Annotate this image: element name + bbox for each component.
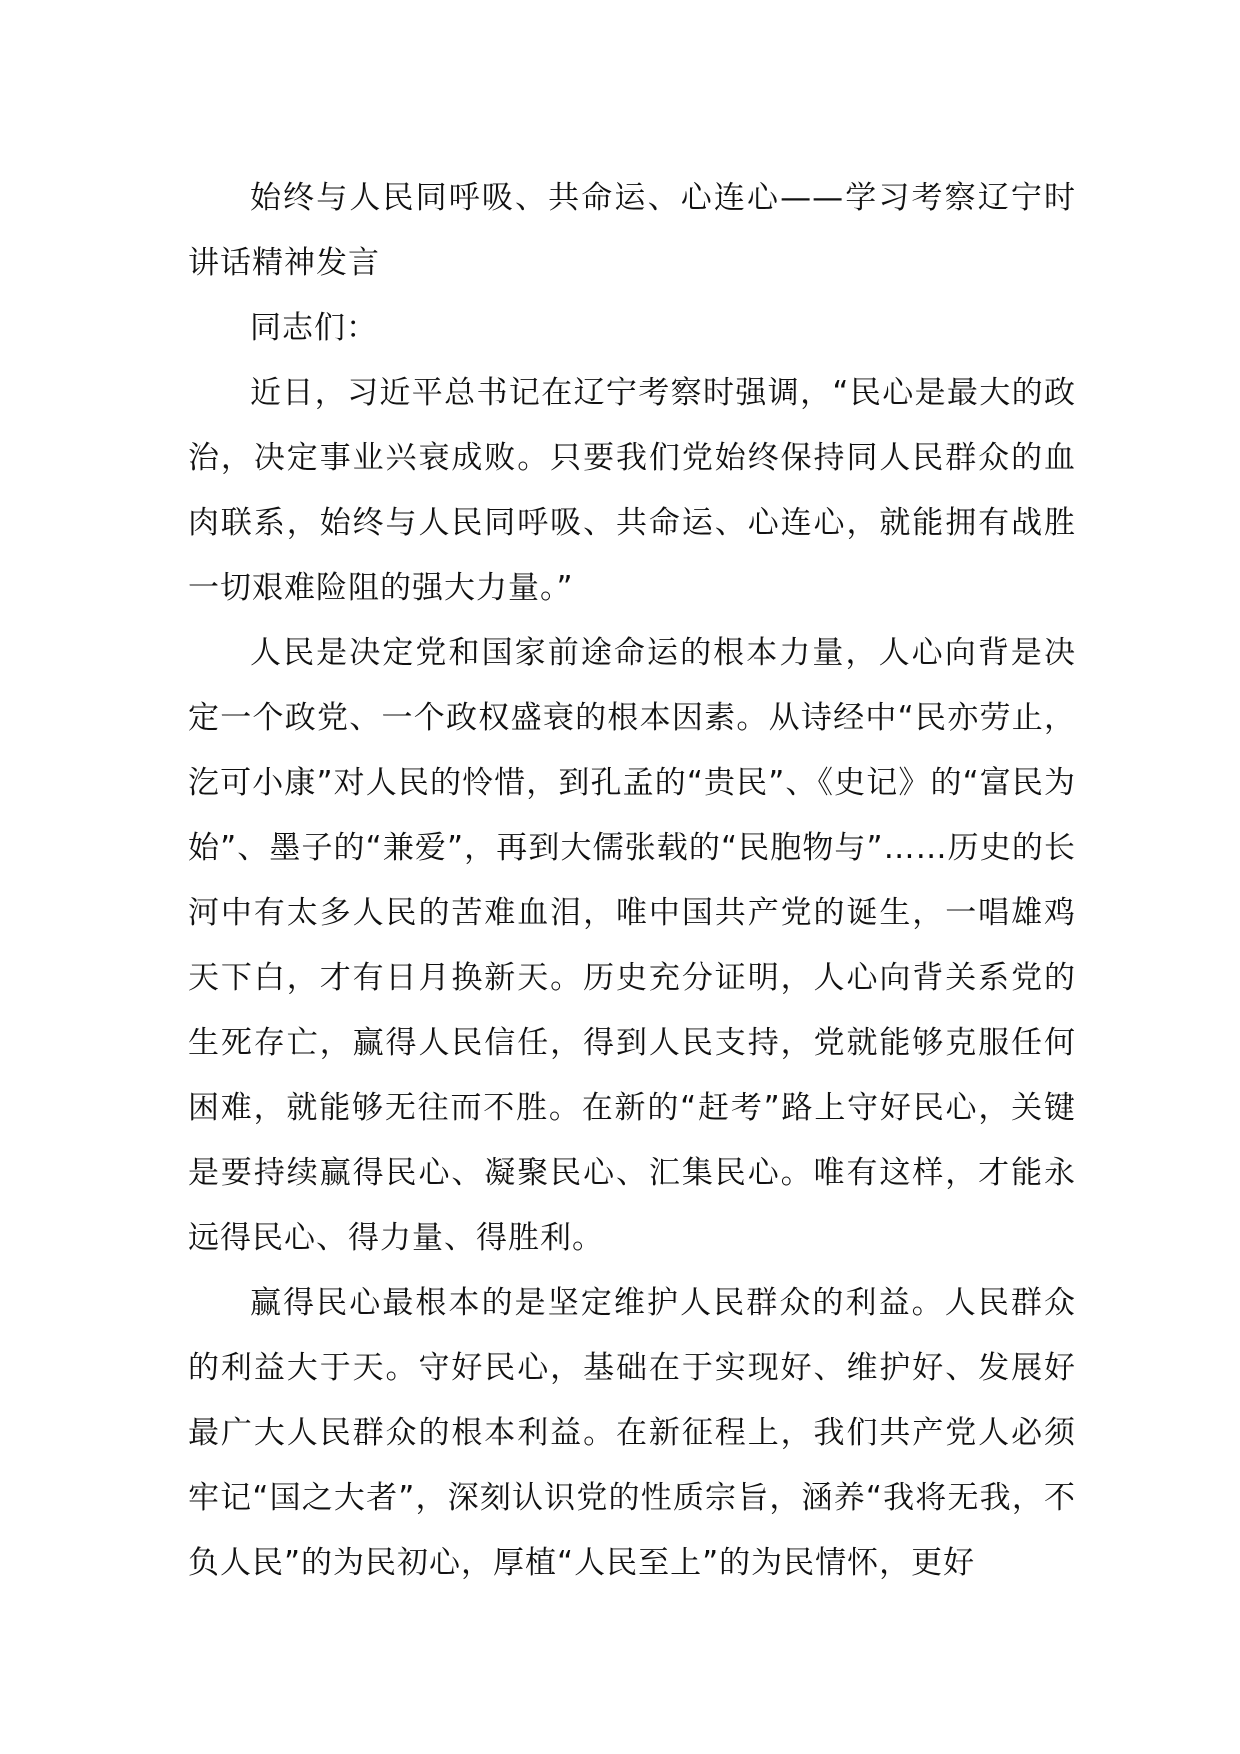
document-body bbox=[188, 166, 1076, 1596]
salutation: 同志们： bbox=[250, 310, 378, 346]
paragraph: 人民是决定党和国家前途命运的根本力量，人心向背是决定一个政党、一个政权盛衰的根本因素。从诗经中“民亦劳止，汔可小康”对人民的怜惜，到孔孟的“贵民”、《史记》的“富民为始”、墨子的“兼爱”，再到大儒张载的“民胞物与”……历史的长河中有太多人民的苦难血泪，唯中国共产党的诞生，一唱雄鸡天下白，才有日月换新天。历史充分证明，人心向背关系党的生死存亡，赢得人民信任，得到人民支持，党就能够克服任何困难，就能够无往而不胜。在新的“赶考”路上守好民心，关键是要持续赢得民心、凝聚民心、汇集民心。唯有这样，才能永远得民心、得力量、得胜利。 bbox=[188, 635, 1076, 1256]
paragraph: 近日，习近平总书记在辽宁考察时强调，“民心是最大的政治，决定事业兴衰成败。只要我们党始终保持同人民群众的血肉联系，始终与人民同呼吸、共命运、心连心，就能拥有战胜一切艰难险阻的强大力量。” bbox=[188, 375, 1076, 606]
paragraph: 赢得民心最根本的是坚定维护人民群众的利益。人民群众的利益大于天。守好民心，基础在于实现好、维护好、发展好最广大人民群众的根本利益。在新征程上，我们共产党人必须牢记“国之大者”，深刻认识党的性质宗旨，涵养“我将无我，不负人民”的为民初心，厚植“人民至上”的为民情怀，更好 bbox=[188, 1285, 1076, 1581]
document-title: 始终与人民同呼吸、共命运、心连心——学习考察辽宁时讲话精神发言 bbox=[188, 180, 1076, 281]
